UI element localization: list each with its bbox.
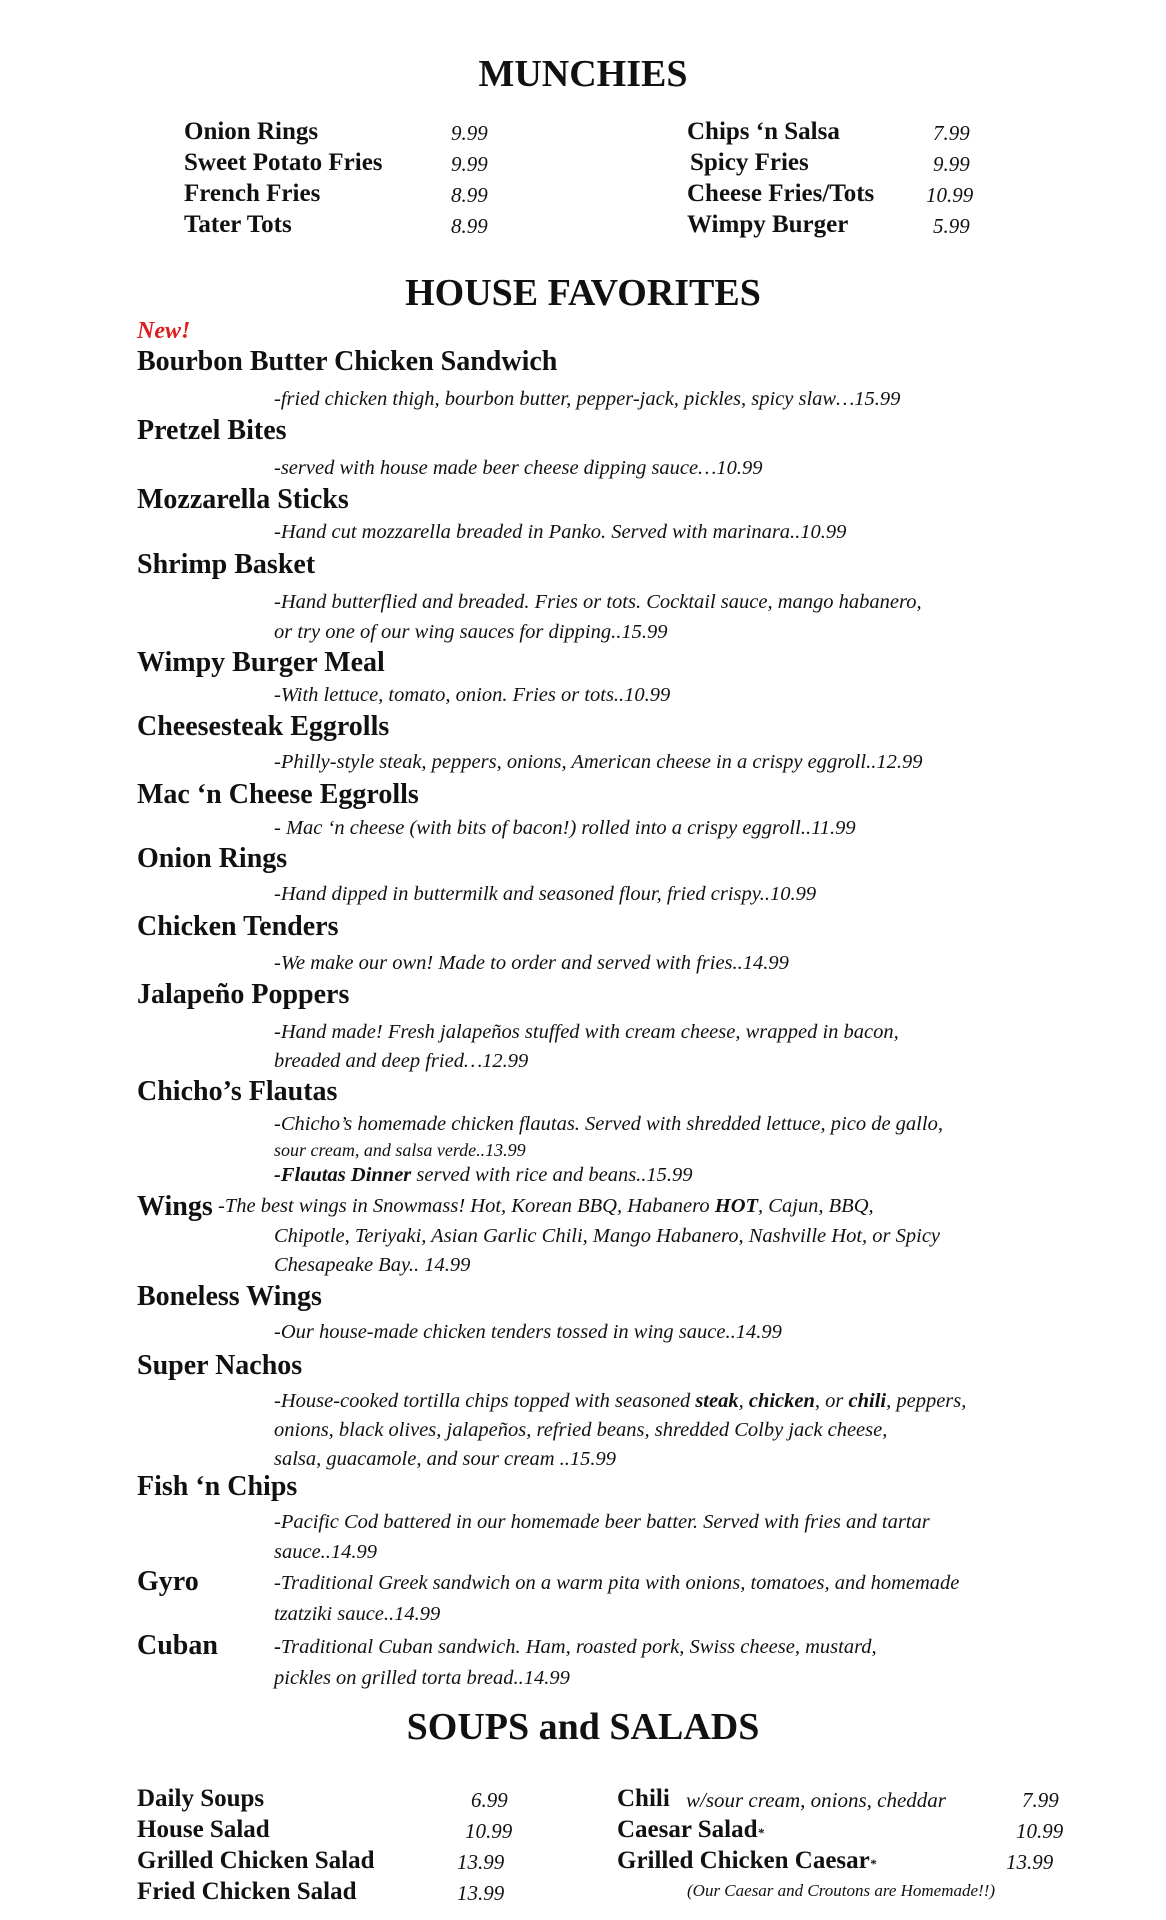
caesar-footnote: (Our Caesar and Croutons are Homemade!!)	[687, 1881, 996, 1900]
soup-item-price: 7.99	[1022, 1788, 1059, 1812]
munchies-item-name: Spicy Fries	[690, 149, 809, 176]
menu-item-desc: salsa, guacamole, and sour cream ..15.99	[274, 1448, 617, 1470]
menu-item-name: Jalapeño Poppers	[137, 979, 350, 1010]
menu-item-desc: -Hand dipped in buttermilk and seasoned flour, fried crispy..10.99	[274, 883, 817, 905]
soup-item-price: 13.99	[457, 1850, 505, 1874]
soup-item-note: w/sour cream, onions, cheddar	[686, 1788, 946, 1812]
menu-item-desc: -Philly-style steak, peppers, onions, American cheese in a crispy eggroll..12.99	[274, 751, 923, 773]
caesar-salad-label: Caesar Salad	[617, 1816, 758, 1843]
menu-item-desc: - Mac ‘n cheese (with bits of bacon!) rolled into a crispy eggroll..11.99	[274, 817, 856, 839]
soup-item-name	[617, 1816, 764, 1844]
menu-item-desc: -Hand made! Fresh jalapeños stuffed with cream cheese, wrapped in bacon,	[274, 1021, 899, 1043]
menu-item-desc	[274, 1164, 693, 1187]
munchies-item-price: 5.99	[933, 214, 970, 238]
menu-item-name: Fish ‘n Chips	[137, 1471, 298, 1502]
menu-item-name: Boneless Wings	[137, 1281, 322, 1312]
munchies-item-name: Onion Rings	[184, 118, 319, 145]
menu-item-desc: sour cream, and salsa verde..13.99	[274, 1140, 526, 1160]
menu-item-desc: Chesapeake Bay.. 14.99	[274, 1254, 471, 1276]
menu-item-desc: sauce..14.99	[274, 1541, 378, 1563]
menu-item-name: Chicken Tenders	[137, 911, 339, 942]
menu-item-desc: -fried chicken thigh, bourbon butter, pepper-jack, pickles, spicy slaw…15.99	[274, 388, 901, 410]
nachos-chicken: chicken	[748, 1390, 815, 1412]
menu-item-desc: tzatziki sauce..14.99	[274, 1603, 441, 1625]
menu-item-name: Pretzel Bites	[137, 415, 287, 446]
soup-item-name: Chili	[617, 1785, 670, 1812]
munchies-item-name: Tater Tots	[184, 211, 292, 238]
asterisk: *	[757, 1825, 765, 1840]
munchies-item-price: 7.99	[933, 121, 970, 145]
menu-item-desc	[218, 1195, 874, 1218]
soup-item-price: 10.99	[1016, 1819, 1064, 1843]
menu-item-name: Chicho’s Flautas	[137, 1076, 338, 1107]
munchies-item-name: Wimpy Burger	[687, 211, 849, 238]
flautas-dinner-label: -Flautas Dinner	[274, 1164, 412, 1186]
menu-item-name: Super Nachos	[137, 1350, 303, 1381]
soup-item-name: Daily Soups	[137, 1785, 265, 1812]
menu-item-name: Cuban	[137, 1630, 218, 1661]
asterisk: *	[869, 1856, 877, 1871]
menu-item-name: Shrimp Basket	[137, 549, 316, 580]
menu-item-desc: or try one of our wing sauces for dipping..15.99	[274, 621, 668, 643]
cuban-desc-part: Traditional Cuban sandwich. Ham, roasted pork, Swiss cheese, mustard,	[280, 1636, 877, 1658]
menu-item-desc: -We make our own! Made to order and served with fries..14.99	[274, 952, 789, 974]
munchies-title: MUNCHIES	[478, 53, 688, 95]
menu-item-desc: Chipotle, Teriyaki, Asian Garlic Chili, Mango Habanero, Nashville Hot, or Spicy	[274, 1225, 941, 1247]
soup-item-price: 10.99	[465, 1819, 513, 1843]
munchies-item-price: 8.99	[451, 183, 488, 207]
menu-item-desc	[274, 1636, 877, 1659]
menu-item-desc: -Our house-made chicken tenders tossed in wing sauce..14.99	[274, 1321, 782, 1343]
nachos-steak: steak	[695, 1390, 739, 1412]
menu-item-desc: -With lettuce, tomato, onion. Fries or tots..10.99	[274, 684, 671, 706]
munchies-item-price: 8.99	[451, 214, 488, 238]
munchies-item-name: Chips ‘n Salsa	[687, 118, 840, 145]
wings-desc-part: , Cajun, BBQ,	[758, 1195, 874, 1217]
menu-item-desc: -served with house made beer cheese dipping sauce…10.99	[274, 457, 763, 479]
soup-item-name: Fried Chicken Salad	[137, 1878, 357, 1905]
munchies-item-price: 9.99	[933, 152, 970, 176]
soup-item-name	[617, 1847, 876, 1875]
menu-item-name: Cheesesteak Eggrolls	[137, 711, 390, 742]
soup-item-name: House Salad	[137, 1816, 270, 1843]
new-badge: New!	[137, 318, 191, 344]
menu-item-name: Gyro	[137, 1566, 199, 1597]
menu-item-desc: pickles on grilled torta bread..14.99	[274, 1667, 570, 1689]
munchies-item-price: 10.99	[926, 183, 974, 207]
menu-item-desc: -Hand cut mozzarella breaded in Panko. Served with marinara..10.99	[274, 521, 847, 543]
menu-item-desc: breaded and deep fried…12.99	[274, 1050, 529, 1072]
nachos-desc-part: , peppers,	[886, 1390, 967, 1412]
menu-item-desc	[274, 1390, 966, 1413]
soup-item-price: 13.99	[1006, 1850, 1054, 1874]
soups-salads-title: SOUPS and SALADS	[406, 1706, 760, 1748]
grilled-caesar-label: Grilled Chicken Caesar	[617, 1847, 870, 1874]
munchies-item-name: Cheese Fries/Tots	[687, 180, 875, 207]
menu-item-name: Bourbon Butter Chicken Sandwich	[137, 346, 558, 377]
wings-desc-part: -The best wings in Snowmass! Hot, Korean BBQ, Habanero	[218, 1195, 715, 1217]
soup-item-price: 13.99	[457, 1881, 505, 1905]
munchies-item-name: Sweet Potato Fries	[184, 149, 383, 176]
soup-item-price: 6.99	[471, 1788, 508, 1812]
menu-item-desc: -Hand butterflied and breaded. Fries or tots. Cocktail sauce, mango habanero,	[274, 591, 922, 613]
nachos-sep: , or	[814, 1390, 849, 1412]
nachos-chili: chili	[848, 1390, 887, 1412]
munchies-item-price: 9.99	[451, 152, 488, 176]
menu-item-desc: -Traditional Greek sandwich on a warm pita with onions, tomatoes, and homemade	[274, 1572, 960, 1594]
menu-item-name: Mozzarella Sticks	[137, 484, 349, 515]
munchies-item-name: French Fries	[184, 180, 321, 207]
menu-item-desc: -Chicho’s homemade chicken flautas. Served with shredded lettuce, pico de gallo,	[274, 1113, 943, 1135]
menu-item-name: Wimpy Burger Meal	[137, 647, 385, 678]
soup-item-name: Grilled Chicken Salad	[137, 1847, 375, 1874]
menu-item-name: Wings	[137, 1191, 213, 1222]
munchies-item-price: 9.99	[451, 121, 488, 145]
cuban-dash: -	[274, 1636, 281, 1658]
flautas-dinner-desc: served with rice and beans..15.99	[411, 1164, 693, 1186]
wings-desc-hot: HOT	[714, 1195, 759, 1217]
nachos-sep: ,	[738, 1390, 749, 1412]
menu-item-name: Onion Rings	[137, 843, 288, 874]
house-favorites-title: HOUSE FAVORITES	[405, 272, 761, 314]
menu-item-name: Mac ‘n Cheese Eggrolls	[137, 779, 419, 810]
menu-item-desc: -Pacific Cod battered in our homemade beer batter. Served with fries and tartar	[274, 1511, 930, 1533]
menu-item-desc: onions, black olives, jalapeños, refried beans, shredded Colby jack cheese,	[274, 1419, 888, 1441]
nachos-desc-part: -House-cooked tortilla chips topped with seasoned	[274, 1390, 696, 1412]
